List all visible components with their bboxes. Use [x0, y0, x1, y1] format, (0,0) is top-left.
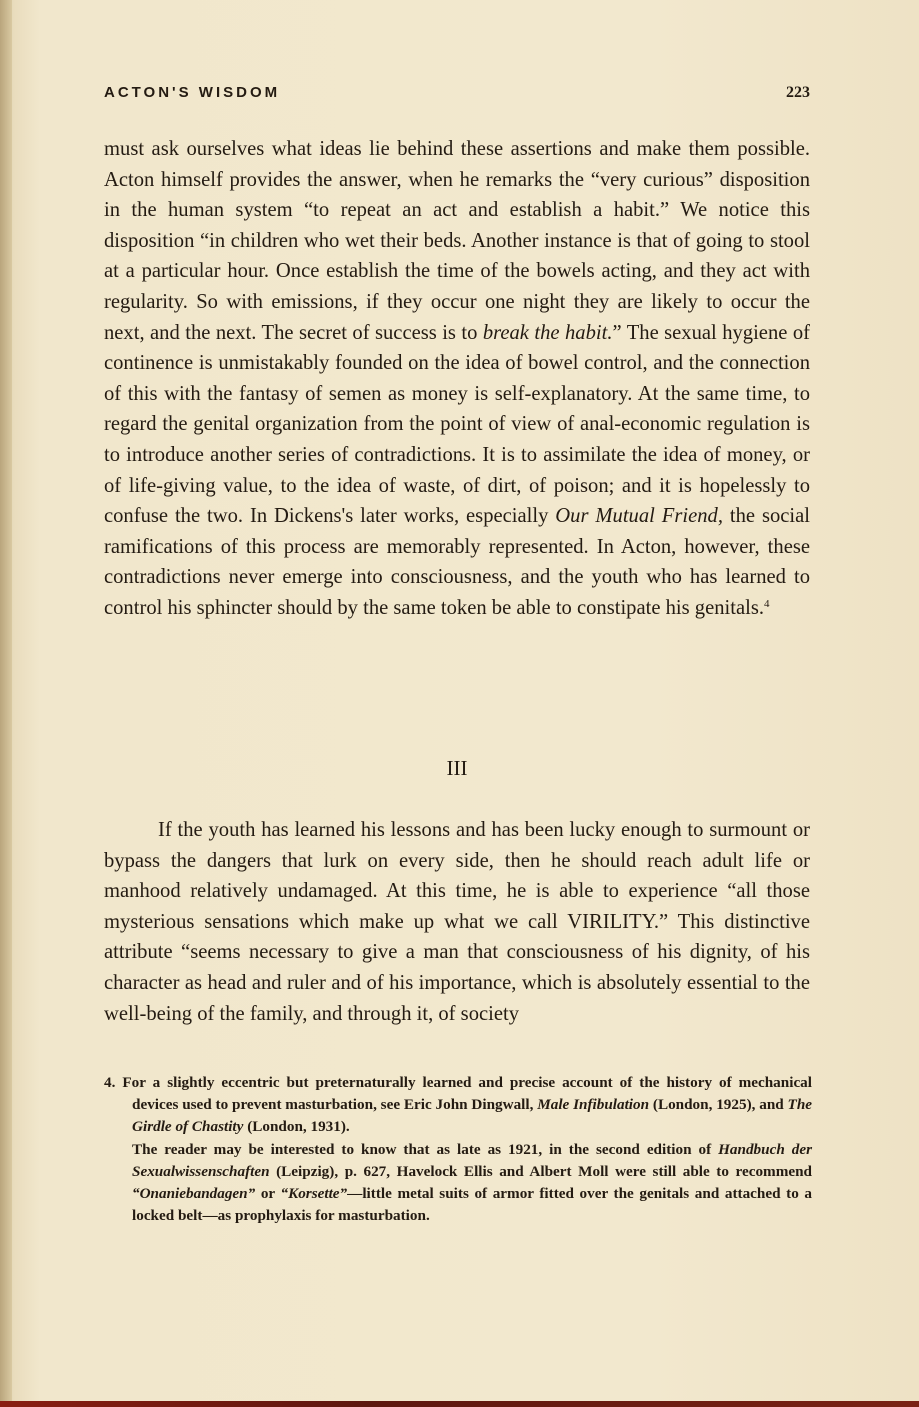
page-gutter [0, 0, 12, 1407]
footnotes [104, 1072, 812, 1227]
footnote-4-continuation: The reader may be interested to know that as late as 1921, in the second edition of Handbuch der Sexualwissenschaften (Leipzig), p. 627, Havelock Ellis and Albert Moll were still able to recommend “Onaniebandagen” or “Korsette”—little metal suits of armor fitted over the genitals and attached to a locked belt—as prophylaxis for masturbation. [132, 1141, 812, 1224]
body-text-lower [104, 815, 810, 1029]
body-text-upper [104, 134, 810, 624]
page-header [104, 84, 810, 110]
page-number: 223 [786, 84, 810, 101]
footnote-4: 4. For a slightly eccentric but preternaturally learned and precise account of the history of mechanical devices used to prevent masturbation, see Eric John Dingwall, Male Infibulation (London, 1925), and The Girdle of Chastity (London, 1931). [104, 1074, 813, 1135]
cover-edge [0, 1401, 919, 1407]
paragraph-section-three: If the youth has learned his lessons and has been lucky enough to surmount or bypass the dangers that lurk on every side, then he should reach adult life or manhood relatively undamaged. At this time, he is able to experience “all those mysterious sensations which make up what we call VIRILITY.” This distinctive attribute “seems necessary to give a man that consciousness of his dignity, of his character as head and ruler and of his importance, which is absolutely essential to the well-being of the family, and through it, of society [104, 819, 810, 1025]
title-our-mutual-friend: Our Mutual Friend, [555, 505, 723, 528]
running-head: ACTON'S WISDOM [104, 84, 281, 101]
footnote-reference: 4 [764, 597, 770, 610]
section-heading: III [446, 756, 468, 780]
emphasis-break-the-habit: break the habit. [482, 321, 613, 344]
paragraph-continuation: must ask ourselves what ideas lie behind these assertions and make them possible. Acton himself provides the answer, when he remarks the “very curious” disposition in the human system “to repeat an act and establish a habit.” We notice this disposition “in children who wet their beds. Another instance is that of going to stool at a particular hour. Once establish the time of the bowels acting, and they act with regularity. So with emissions, if they occur one night they are likely to occur the next, and the next. The secret of success is to break the habit.” The sexual hygiene of continence is unmistakably founded on the idea of bowel control, and the connection of this with the fantasy of semen as money is self-explanatory. At the same time, to regard the genital organization from the point of view of anal-economic regulation is to introduce another series of contradictions. It is to assimilate the idea of money, or of life-giving value, to the idea of waste, of dirt, of poison; and it is hopelessly to confuse the two. In Dickens's later works, especially Our Mutual Friend, the social ramifications of this process are memorably represented. In Acton, however, these contradictions never emerge into consciousness, and the youth who has learned to control his sphincter should by the same token be able to constipate his genitals.$^4$ [104, 138, 810, 619]
